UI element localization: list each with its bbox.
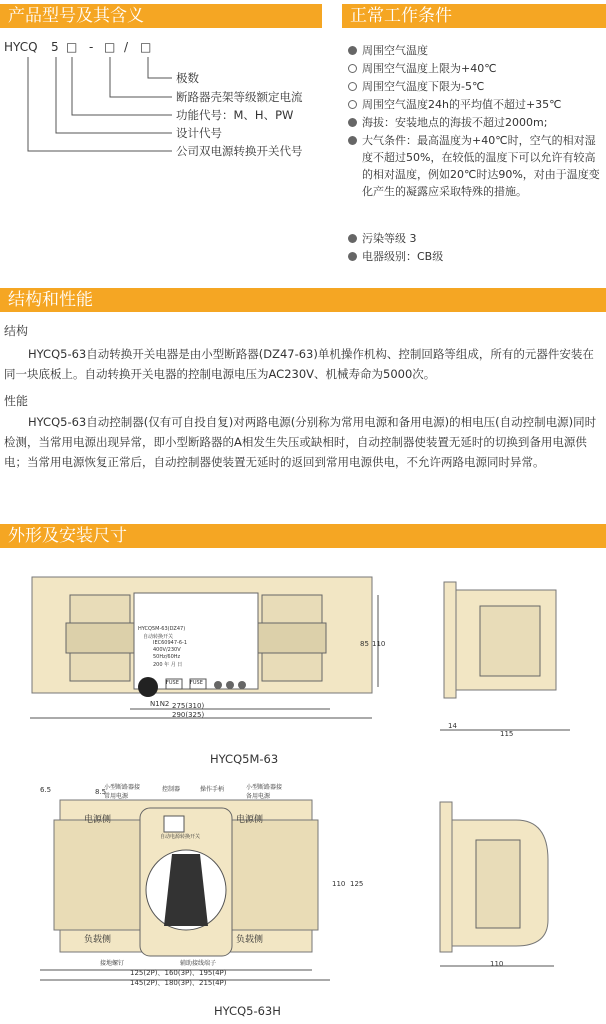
plate-text-5: 50Hz/60Hz — [153, 654, 181, 660]
dim-6-5: 6.5 — [40, 786, 52, 794]
condition-item — [348, 248, 603, 265]
open-bullet-icon — [348, 100, 357, 109]
condition-item — [348, 60, 603, 77]
structure-section-title: 结构和性能 — [0, 288, 606, 312]
model-item-rated-current: 断路器壳架等级额定电流 — [176, 90, 303, 104]
label-controller: 控制器 — [162, 786, 181, 793]
model-dash: - — [89, 40, 94, 54]
fig1-caption: HYCQ5M-63 — [210, 752, 279, 766]
fuse-label-2: FUSE — [190, 680, 203, 686]
structure-subtitle: 结构 — [4, 324, 29, 338]
condition-text: 周围空气温度上限为+40℃ — [362, 62, 497, 75]
model-code: HYCQ — [4, 40, 38, 54]
filled-bullet-icon — [348, 46, 357, 55]
panel-label: 自动电源转换开关 — [160, 834, 201, 840]
source-side-right: 电源侧 — [236, 815, 264, 825]
model-item-function-code: 功能代号：M、H、PW — [176, 108, 294, 122]
label-handle: 操作手柄 — [200, 786, 225, 793]
dim-width-1: 125(2P)、160(3P)、195(4P) — [130, 969, 227, 977]
ntn-label: N1N2 — [150, 700, 170, 708]
condition-item — [348, 132, 603, 200]
model-box-1: □ — [66, 40, 78, 54]
structure-paragraph: HYCQ5-63自动转换开关电器是由小型断路器(DZ47-63)单机操作机构、控制回路等组成，所有的元器件安装在同一块底板上。自动转换开关电器的控制电源电压为AC230V、机械寿命为5000次。 — [4, 347, 594, 381]
performance-subtitle: 性能 — [4, 394, 29, 408]
model-item-company-code: 公司双电源转换开关代号 — [176, 144, 303, 158]
dim-110-b: 110 — [332, 880, 346, 888]
filled-bullet-icon — [348, 118, 357, 127]
label-cb-normal: 小型断路器接常用电源 — [104, 784, 141, 800]
condition-text: 周围空气温度下限为-5℃ — [362, 80, 485, 93]
label-ground-screw: 接地螺钉 — [100, 960, 125, 967]
dim-110-a: 110 — [372, 640, 386, 648]
condition-text: 海拔：安装地点的海拔不超过2000m; — [362, 116, 548, 129]
model-code-leader-lines — [0, 55, 180, 165]
dim-275: 275(310) — [172, 702, 205, 710]
label-cb-backup: 小型断路器接备用电源 — [246, 784, 283, 800]
model-item-design-code: 设计代号 — [176, 126, 222, 140]
dimensions-section-title: 外形及安装尺寸 — [0, 524, 606, 548]
source-side-left: 电源侧 — [84, 815, 112, 825]
dim-width-2: 145(2P)、180(3P)、215(4P) — [130, 979, 227, 987]
condition-item — [348, 96, 603, 113]
condition-text: 周围空气温度 — [362, 44, 428, 57]
plate-text-6: 200 年 月 日 — [153, 662, 183, 668]
conditions-section-title: 正常工作条件 — [342, 4, 606, 28]
load-side-left: 负载侧 — [84, 935, 112, 945]
fig2-caption: HYCQ5-63H — [214, 1004, 281, 1018]
dim-14: 14 — [448, 722, 457, 730]
performance-paragraph: HYCQ5-63自动控制器(仅有可自投自复)对两路电源(分别称为常用电源和备用电源)的相电压(自动控制电源)同时检测，当常用电源出现异常，即小型断路器的A相发生失压或缺相时，自动控制器使装置无延时的切换到备用电源供电；当常用电源恢复正常后，自动控制器使装置无延时的返回到常用电源供电，不允许两路电源同时异常。 — [4, 415, 597, 469]
dim-115: 115 — [500, 730, 514, 738]
filled-bullet-icon — [348, 234, 357, 243]
condition-item — [348, 78, 603, 95]
plate-text-3: IEC60947-6-1 — [153, 640, 188, 646]
condition-text: 周围空气温度24h的平均值不超过+35℃ — [362, 98, 562, 111]
hycq5m-side-drawing — [440, 580, 580, 740]
dim-110-c: 110 — [490, 960, 504, 968]
plate-text-2: 自动转换开关 — [143, 634, 174, 640]
condition-item — [348, 114, 603, 131]
filled-bullet-icon — [348, 252, 357, 261]
hycq5-63h-side-drawing — [436, 800, 576, 980]
dim-125: 125 — [350, 880, 364, 888]
condition-text: 污染等级 3 — [362, 232, 417, 245]
model-box-3: □ — [140, 40, 152, 54]
dim-290: 290(325) — [172, 711, 205, 719]
open-bullet-icon — [348, 82, 357, 91]
hycq5m-front-drawing — [30, 575, 380, 745]
load-side-right: 负载侧 — [236, 935, 264, 945]
model-five: 5 — [51, 40, 59, 54]
plate-text-4: 400V/230V — [153, 647, 181, 653]
dim-85: 85 — [360, 640, 369, 648]
fuse-label-1: FUSE — [166, 680, 179, 686]
open-bullet-icon — [348, 64, 357, 73]
dim-8-5: 8.5 — [95, 788, 107, 796]
filled-bullet-icon — [348, 136, 357, 145]
condition-text: 大气条件：最高温度为+40℃时，空气的相对湿度不超过50%，在较低的温度下可以允许有较高的相对温度，例如20℃时达90%，对由于温度变化产生的凝露应采取特殊的措施。 — [362, 134, 600, 198]
condition-item — [348, 230, 603, 247]
model-slash: / — [124, 40, 129, 54]
model-item-poles: 极数 — [176, 71, 199, 85]
label-aux-terminal: 辅助接线端子 — [180, 960, 217, 967]
condition-item — [348, 42, 603, 59]
condition-text: 电器级别：CB级 — [362, 250, 444, 263]
model-box-2: □ — [104, 40, 116, 54]
plate-text-1: HYCQ5M-63(DZ47) — [138, 626, 186, 632]
model-section-title: 产品型号及其含义 — [0, 4, 322, 28]
